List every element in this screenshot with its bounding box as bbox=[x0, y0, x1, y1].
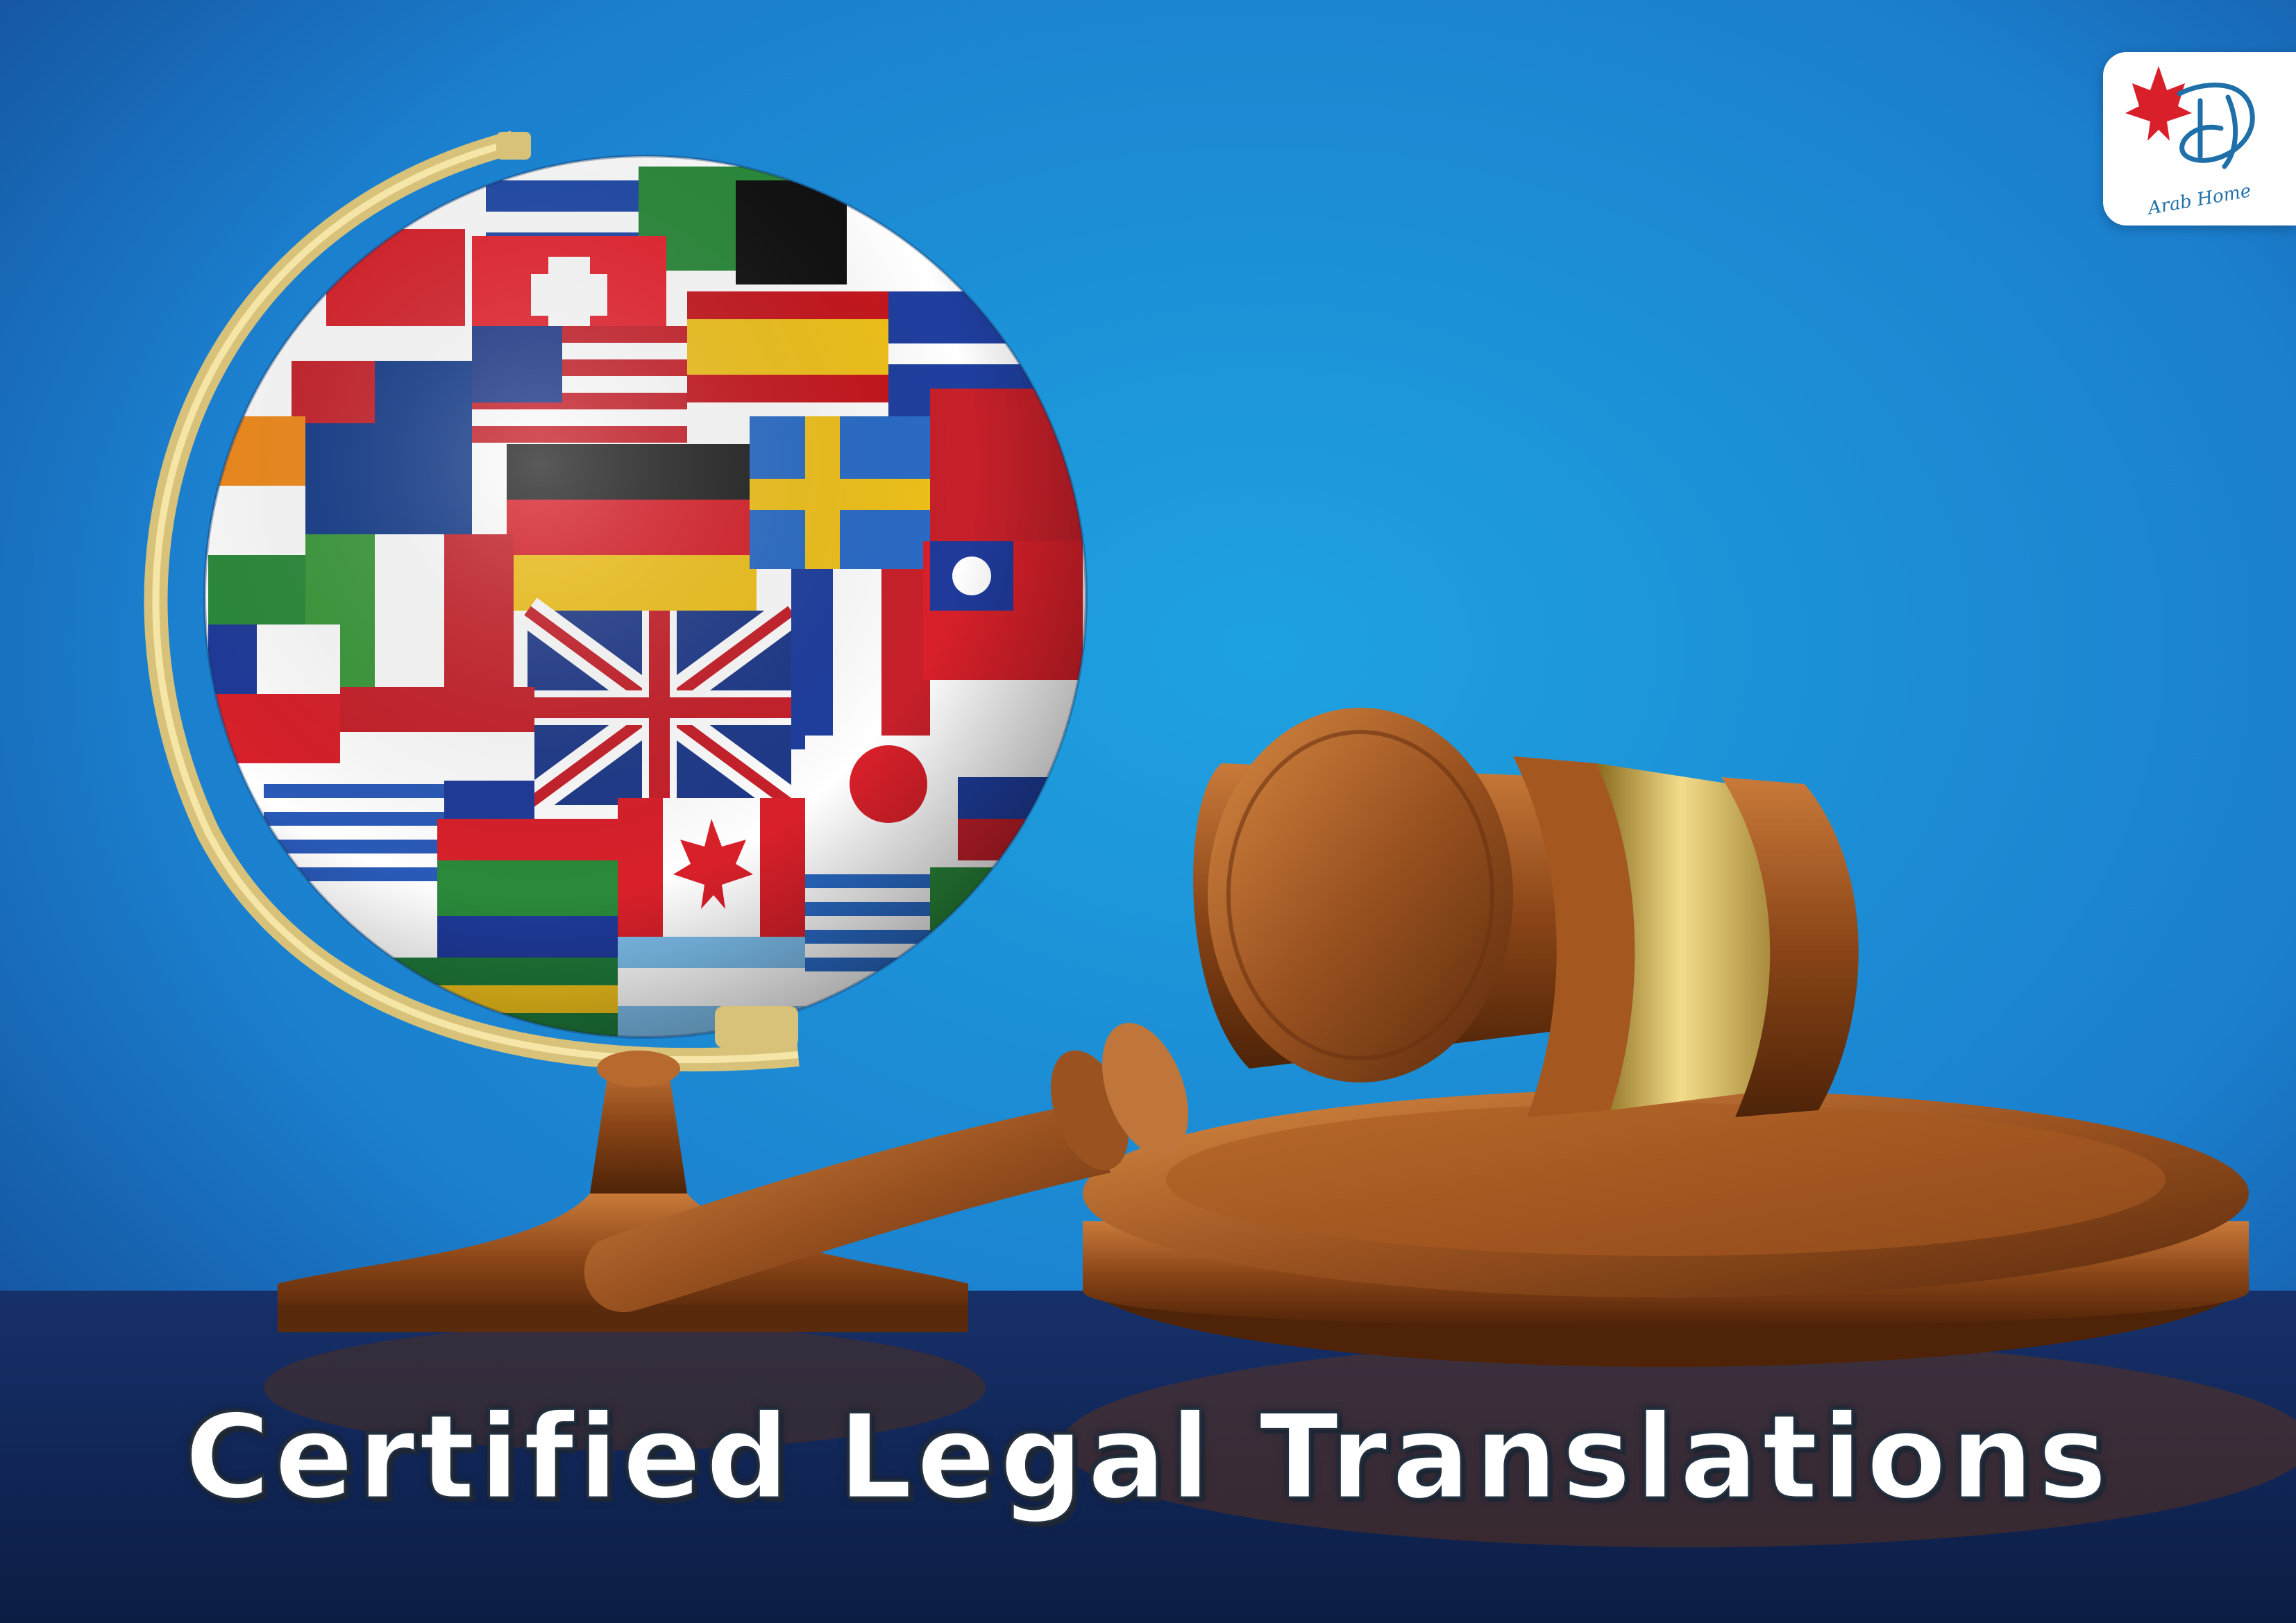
headline-title: Certified Legal Translations bbox=[185, 1389, 2111, 1525]
logo-name: Arab Home bbox=[2146, 180, 2253, 219]
globe-ring-top-cap bbox=[496, 132, 531, 160]
maple-leaf-icon bbox=[2125, 66, 2192, 141]
logo-badge[interactable] bbox=[2103, 52, 2296, 226]
gavel-head-face bbox=[1208, 708, 1513, 1082]
calligraphy-mark bbox=[2179, 85, 2252, 167]
globe-stand-collar bbox=[715, 1006, 798, 1048]
